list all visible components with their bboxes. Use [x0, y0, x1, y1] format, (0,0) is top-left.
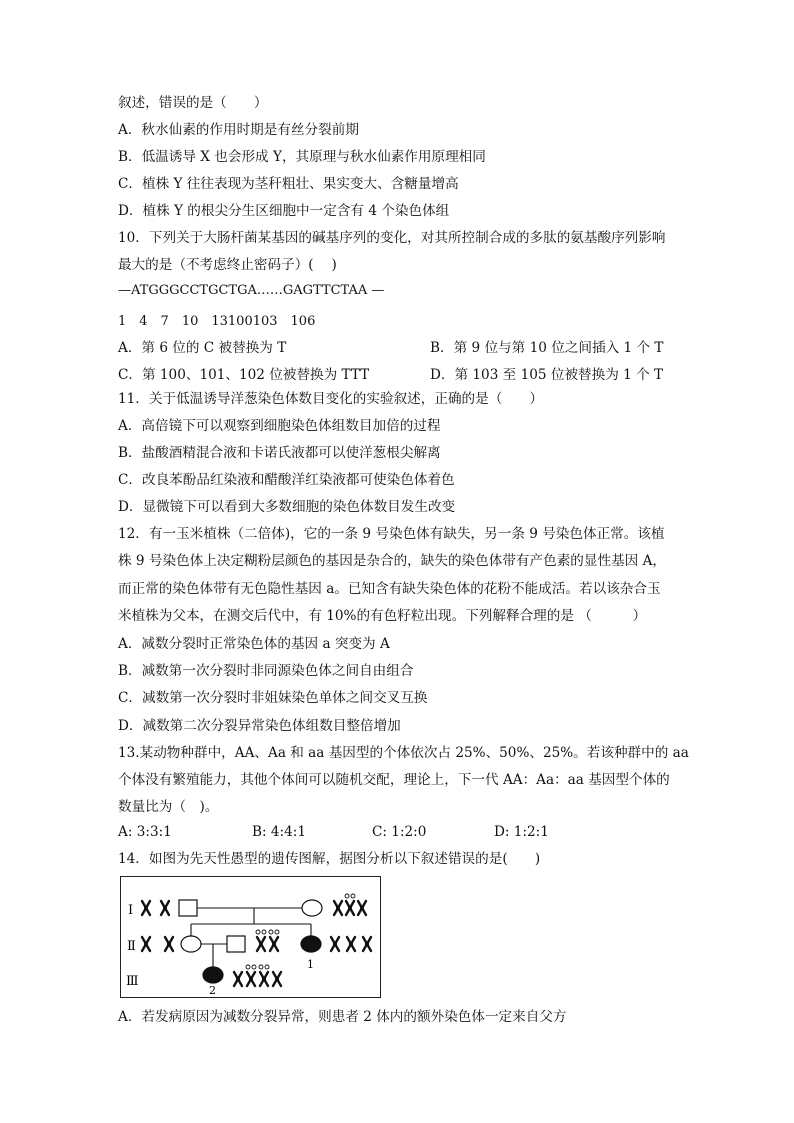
chromosome-icon	[259, 965, 269, 986]
chromosome-icon	[165, 937, 173, 951]
question-12-stem: 12．有一玉米植株（二倍体)，它的一条 9 号染色体有缺失，另一条 9 号染色体正常。该植	[118, 526, 665, 542]
q13-option-b: B: 4:4:1	[252, 824, 306, 840]
individual-2-label: 2	[209, 984, 216, 997]
q10-options-row-1	[118, 336, 678, 354]
q13-option-c: C: 1:2:0	[372, 824, 427, 840]
q10-option-a: A．第 6 位的 C 被替换为 T	[118, 340, 287, 356]
question-12-stem-4: 米植株为父本，在测交后代中，有 10%的有色籽粒出现。下列解释合理的是 （ ）	[118, 608, 647, 624]
generation-i-label: Ⅰ	[128, 903, 134, 918]
q9-option-a: A．秋水仙素的作用时期是有丝分裂前期	[118, 122, 359, 138]
gen1-female-symbol	[302, 900, 322, 916]
q10-option-c: C．第 100、101、102 位被替换为 TTT	[118, 367, 370, 383]
chromosome-icon	[345, 894, 355, 915]
q10-options-row-2	[118, 363, 678, 381]
q9-option-b: B．低温诱导 X 也会形成 Y，其原理与秋水仙素作用原理相同	[118, 149, 486, 165]
chromosome-icon	[358, 901, 366, 915]
question-12-stem-3: 而正常的染色体带有无色隐性基因 a。已知含有缺失染色体的花粉不能成活。若以该杂合玉	[118, 581, 661, 597]
gen3-affected-female-symbol	[203, 967, 223, 983]
q11-option-a: A．高倍镜下可以观察到细胞染色体组数目加倍的过程	[118, 418, 441, 434]
pedigree-figure	[120, 876, 381, 998]
q13-options-row	[118, 824, 678, 842]
sequence-positions: 1 4 7 10 13100103 106	[118, 314, 316, 329]
pedigree-diagram	[121, 877, 380, 997]
question-11-stem: 11．关于低温诱导洋葱染色体数目变化的实验叙述，正确的是（ ）	[118, 391, 544, 407]
chromosome-icon	[363, 937, 371, 951]
chromosome-icon	[234, 972, 242, 986]
q11-option-d: D．显微镜下可以看到大多数细胞的染色体数目发生改变	[118, 499, 456, 515]
chromosome-icon	[142, 937, 150, 951]
question-10-stem: 10．下列关于大肠杆菌某基因的碱基序列的变化，对其所控制合成的多肽的氨基酸序列影响	[118, 230, 666, 246]
question-12-stem-2: 株 9 号染色体上决定糊粉层颜色的基因是杂合的，缺失的染色体带有产色素的显性基因 A，	[118, 553, 666, 569]
q9-option-d: D．植株 Y 的根尖分生区细胞中一定含有 4 个染色体组	[118, 203, 450, 219]
q14-option-a: A．若发病原因为减数分裂异常，则患者 2 体内的额外染色体一定来自父方	[118, 1009, 567, 1025]
q13-option-d: D: 1:2:1	[494, 824, 549, 840]
gen1-male-symbol	[179, 900, 197, 916]
question-9-stem-tail: 叙述，错误的是（ ）	[118, 95, 268, 111]
gen2-male-symbol	[227, 936, 245, 952]
chromosome-icon	[347, 937, 355, 951]
chromosome-icon	[334, 901, 342, 915]
chromosome-icon	[246, 965, 256, 986]
q11-option-b: B．盐酸酒精混合液和卡诺氏液都可以使洋葱根尖解离	[118, 445, 441, 461]
q12-option-d: D．减数第二次分裂异常染色体组数目整倍增加	[118, 718, 401, 734]
q10-option-d: D．第 103 至 105 位被替换为 1 个 T	[430, 367, 664, 383]
question-14-stem: 14．如图为先天性愚型的遗传图解，据图分析以下叙述错误的是( )	[118, 851, 541, 867]
question-13-stem-3: 数量比为（ )。	[118, 799, 219, 815]
chromosome-icon	[161, 901, 169, 915]
gen2-affected-female-symbol	[301, 936, 321, 952]
chromosome-icon	[269, 930, 279, 951]
chromosome-icon	[331, 937, 339, 951]
chromosome-icon	[142, 901, 150, 915]
gen2-female-symbol	[181, 936, 201, 952]
q11-option-c: C．改良苯酚品红染液和醋酸洋红染液都可使染色体着色	[118, 472, 455, 488]
q12-option-c: C．减数第一次分裂时非姐妹染色单体之间交叉互换	[118, 690, 428, 706]
q12-option-b: B．减数第一次分裂时非同源染色体之间自由组合	[118, 663, 414, 679]
chromosome-icon	[273, 972, 281, 986]
generation-iii-label: Ⅲ	[126, 974, 139, 989]
question-13-stem: 13.某动物种群中，AA、Aa 和 aa 基因型的个体依次占 25%、50%、25%。若该种群中的 aa	[118, 745, 689, 761]
generation-ii-label: Ⅱ	[127, 939, 136, 954]
q13-option-a: A: 3:3:1	[118, 824, 172, 840]
individual-1-label: 1	[307, 958, 314, 971]
q9-option-c: C．植株 Y 往往表现为茎秆粗壮、果实变大、含糖量增高	[118, 176, 459, 192]
q10-option-b: B．第 9 位与第 10 位之间插入 1 个 T	[430, 340, 664, 356]
question-10-stem-2: 最大的是（不考虑终止密码子）( )	[118, 257, 337, 273]
q12-option-a: A．减数分裂时正常染色体的基因 a 突变为 A	[118, 636, 390, 652]
chromosome-icon	[256, 930, 266, 951]
question-13-stem-2: 个体没有繁殖能力，其他个体间可以随机交配，理论上，下一代 AA：Aa：aa 基因型个体的	[118, 772, 670, 788]
dna-sequence: —ATGGGCCTGCTGA……GAGTTCTAA —	[118, 283, 385, 298]
